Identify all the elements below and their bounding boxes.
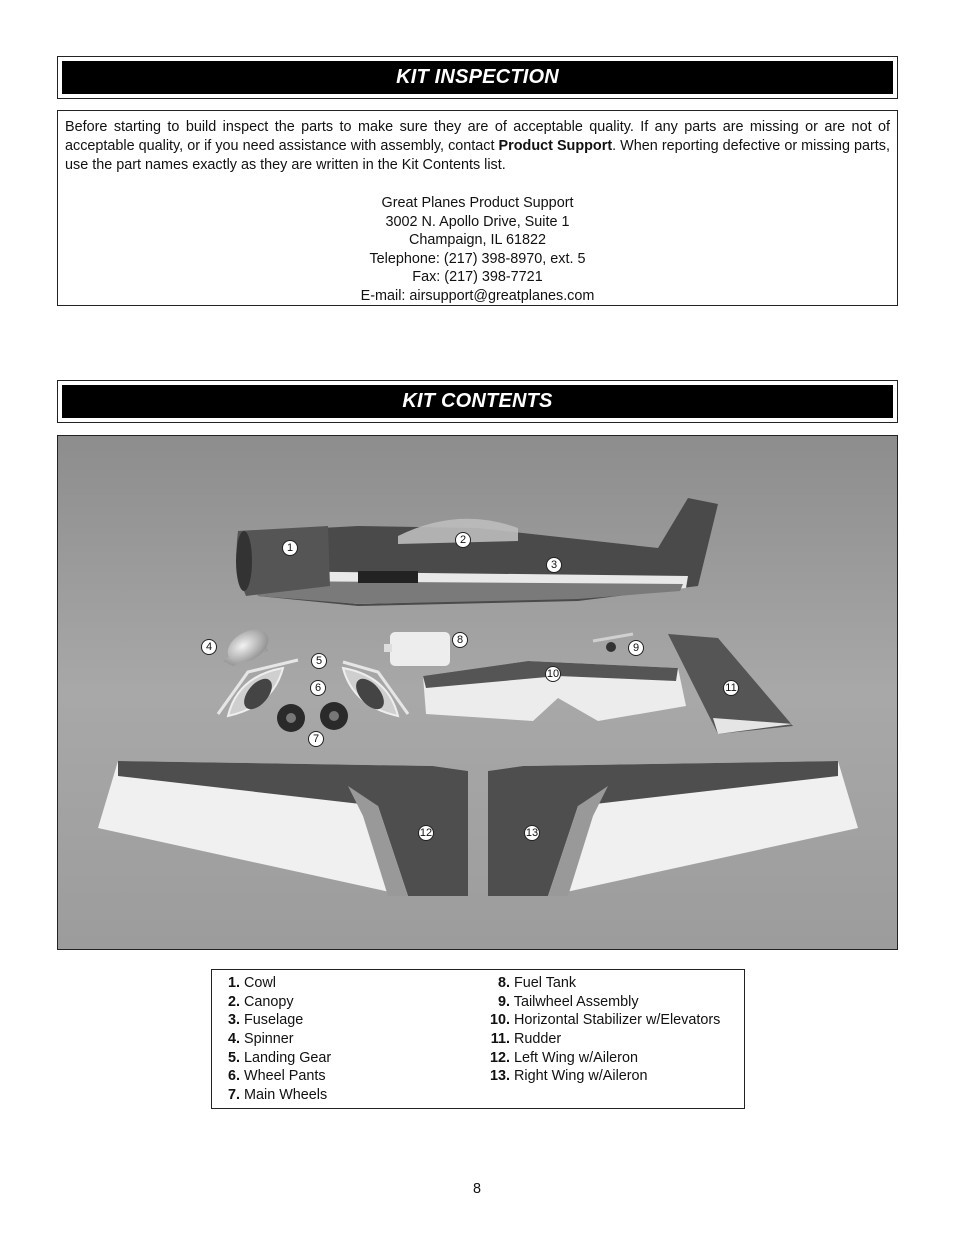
list-item: 13. Right Wing w/Aileron — [489, 1068, 648, 1085]
contact-fax: Fax: (217) 398-7721 — [412, 269, 543, 286]
svg-text:6: 6 — [314, 682, 322, 694]
svg-text:1: 1 — [286, 542, 294, 554]
callout-tailwheel — [629, 641, 644, 656]
svg-text:8: 8 — [456, 634, 464, 646]
callout-spinner — [202, 640, 217, 655]
kit-contents-photo — [57, 435, 898, 950]
inspection-text-box — [57, 110, 898, 306]
list-item: 10. Horizontal Stabilizer w/Elevators — [489, 1012, 721, 1029]
list-item: 12. Left Wing w/Aileron — [489, 1049, 638, 1066]
callout-main-wheels — [309, 732, 324, 747]
page-number: 8 — [472, 1181, 481, 1197]
callout-landing-gear — [312, 654, 327, 669]
parts-list-box — [211, 969, 745, 1109]
contact-street: 3002 N. Apollo Drive, Suite 1 — [385, 213, 570, 230]
svg-text:10: 10 — [546, 668, 560, 680]
callout-wheel-pants — [311, 681, 326, 696]
kit-contents-header — [57, 380, 898, 423]
contact-company: Great Planes Product Support — [381, 195, 574, 211]
list-item: 4. Spinner — [227, 1031, 294, 1048]
callout-cowl — [283, 541, 298, 556]
kit-contents-title: KIT CONTENTS — [62, 385, 893, 418]
callout-right-wing — [525, 826, 540, 841]
list-item: 1. Cowl — [227, 975, 276, 991]
parts-list-left-column — [227, 974, 331, 1105]
contact-email: E-mail: airsupport@greatplanes.com — [360, 287, 595, 304]
product-support-emphasis: Product Support — [498, 138, 613, 154]
list-item: 5. Landing Gear — [227, 1049, 332, 1066]
list-item: 8. Fuel Tank — [497, 975, 577, 991]
svg-text:2: 2 — [459, 534, 467, 546]
svg-text:11: 11 — [725, 682, 737, 694]
kit-inspection-title: KIT INSPECTION — [62, 61, 893, 94]
list-item: 7. Main Wheels — [227, 1087, 328, 1104]
callout-fuel-tank — [453, 633, 468, 648]
fuel-tank-part — [384, 632, 450, 666]
list-item: 6. Wheel Pants — [227, 1068, 326, 1085]
svg-text:9: 9 — [632, 642, 640, 654]
svg-text:4: 4 — [205, 641, 213, 653]
list-item: 3. Fuselage — [227, 1012, 304, 1029]
list-item: 9. Tailwheel Assembly — [497, 993, 639, 1010]
callout-rudder — [724, 681, 739, 696]
parts-list-right-column — [486, 974, 720, 1086]
callout-canopy — [456, 533, 471, 548]
inspection-paragraph — [65, 118, 890, 175]
contact-telephone: Telephone: (217) 398-8970, ext. 5 — [369, 250, 586, 267]
list-item: 2. Canopy — [227, 993, 294, 1010]
contact-block — [65, 194, 890, 306]
inspection-text-start: Before starting to build inspect the parts to make sure they are of acceptable quality. If any parts are missing or are not of acceptable quality, or if you need assistance with assembly, contact — [65, 119, 890, 154]
kit-inspection-header — [57, 56, 898, 99]
svg-text:12: 12 — [419, 827, 433, 839]
svg-text:7: 7 — [312, 733, 320, 745]
contact-city: Champaign, IL 61822 — [408, 232, 547, 249]
inspection-text-end: . When reporting defective or missing parts, use the part names exactly as they are written in the Kit Contents list. — [65, 138, 890, 173]
svg-text:5: 5 — [315, 655, 323, 667]
svg-text:3: 3 — [550, 559, 558, 571]
callout-horizontal-stabilizer — [546, 667, 561, 682]
callout-fuselage — [547, 558, 562, 573]
svg-text:13: 13 — [525, 827, 539, 839]
callout-left-wing — [419, 826, 434, 841]
cowl-part — [236, 526, 330, 596]
kit-photo-illustration — [58, 436, 897, 949]
list-item: 11. Rudder — [490, 1031, 562, 1048]
